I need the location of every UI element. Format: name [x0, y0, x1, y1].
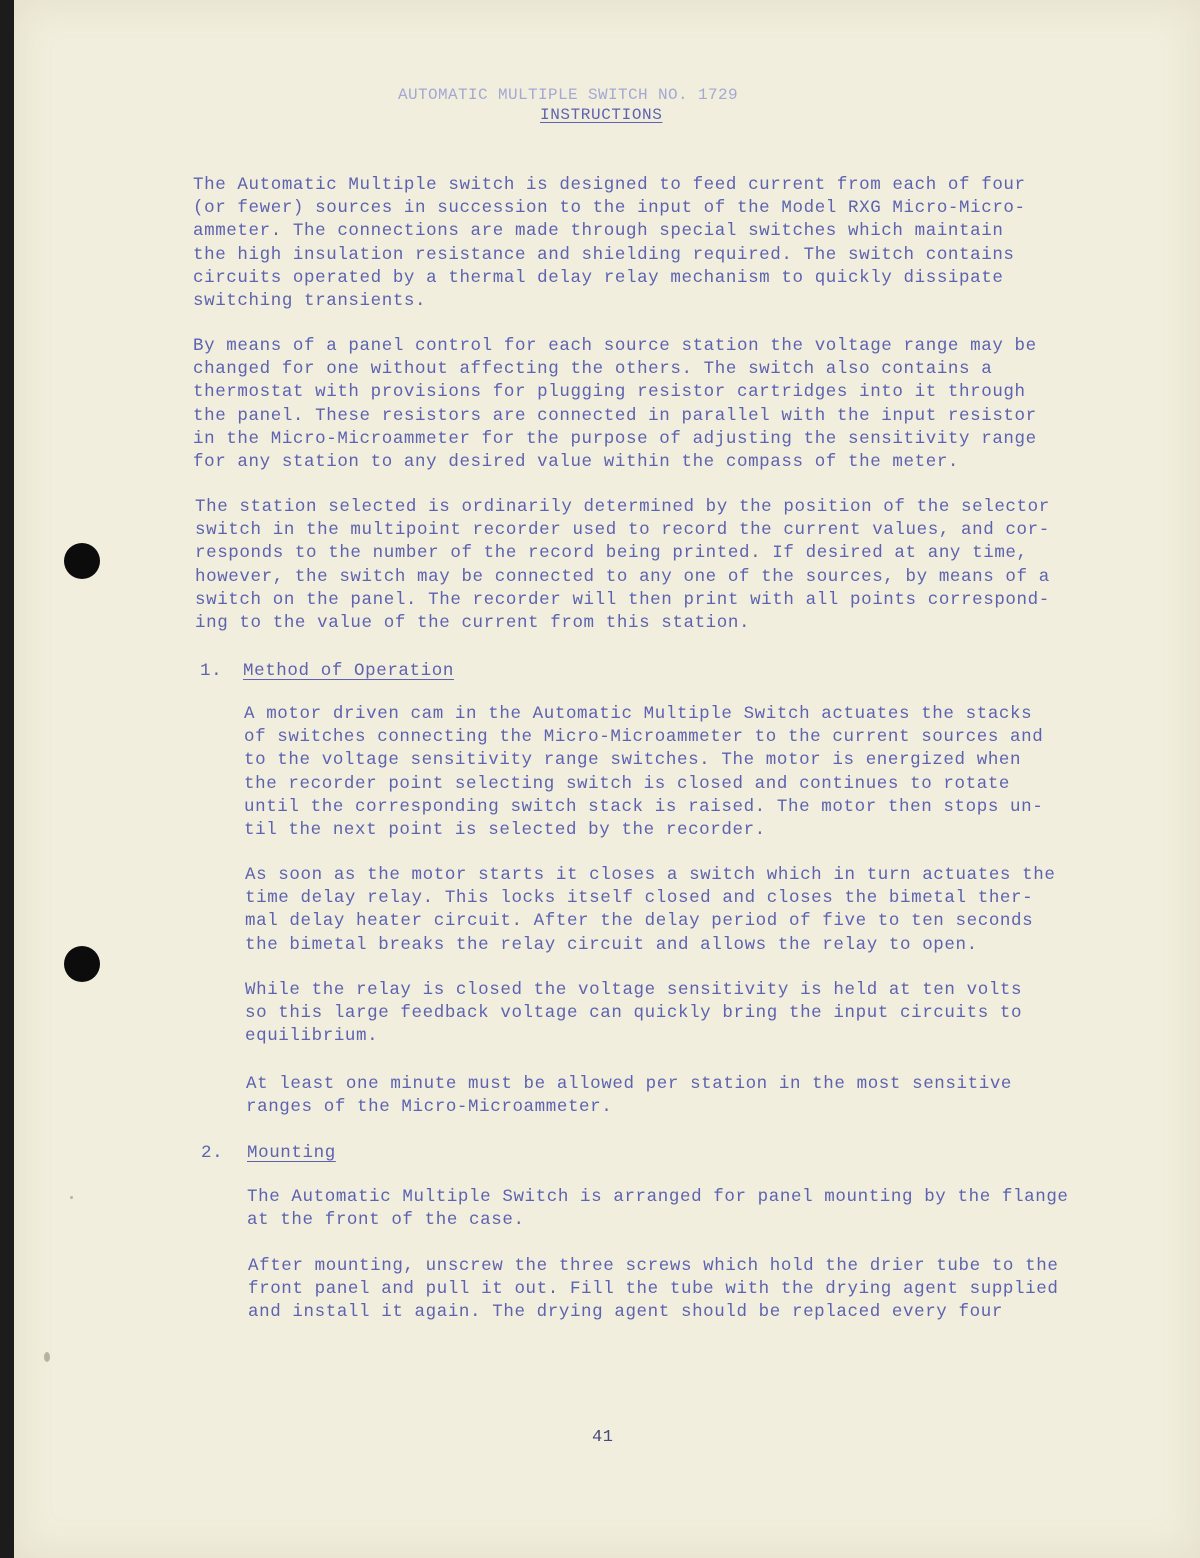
text-line: ing to the value of the current from this station. [195, 613, 751, 634]
text-line: switch on the panel. The recorder will then print with all points correspond- [195, 589, 1050, 610]
text-line: thermostat with provisions for plugging resistor cartridges into it through [193, 382, 1026, 403]
text-line: the panel. These resistors are connected in parallel with the input resistor [193, 405, 1037, 426]
text-line: mal delay heater circuit. After the delay period of five to ten seconds [245, 911, 1034, 932]
text-line: changed for one without affecting the others. The switch also contains a [193, 359, 993, 380]
section-number: 1. [200, 661, 223, 681]
document-subtitle: INSTRUCTIONS [540, 106, 663, 124]
section-heading: Mounting [247, 1143, 336, 1163]
intro-paragraph [193, 335, 1037, 474]
text-line: The Automatic Multiple switch is designed to feed current from each of four [193, 175, 1026, 195]
intro-paragraph [195, 496, 1050, 635]
text-line: responds to the number of the record being printed. If desired at any time, [195, 543, 1028, 564]
text-line: for any station to any desired value within the compass of the meter. [193, 452, 960, 473]
section-heading: Method of Operation [243, 661, 454, 681]
section-paragraph [244, 703, 1043, 842]
text-line: of switches connecting the Micro-Microammeter to the current sources and [244, 727, 1044, 748]
document-title: AUTOMATIC MULTIPLE SWITCH NO. 1729 [398, 86, 739, 104]
text-line: circuits operated by a thermal delay relay mechanism to quickly dissipate [193, 267, 1004, 288]
text-line: After mounting, unscrew the three screws which hold the drier tube to the [248, 1256, 1059, 1276]
section-paragraph [245, 979, 1022, 1049]
intro-paragraph [193, 174, 1026, 313]
text-line: and install it again. The drying agent should be replaced every four [248, 1302, 1003, 1323]
punch-hole-lower [64, 946, 100, 982]
section-paragraph [245, 864, 1055, 957]
text-line: ranges of the Micro-Microammeter. [246, 1097, 613, 1118]
text-line: The Automatic Multiple Switch is arranged for panel mounting by the flange [247, 1187, 1069, 1207]
text-line: the recorder point selecting switch is closed and continues to rotate [244, 773, 1011, 794]
text-line: the bimetal breaks the relay circuit and allows the relay to open. [245, 934, 978, 955]
text-line: to the voltage sensitivity range switches. The motor is energized when [244, 750, 1022, 771]
text-line: While the relay is closed the voltage sensitivity is held at ten volts [245, 980, 1023, 1000]
text-line: at the front of the case. [247, 1210, 525, 1231]
paper-speck [70, 1196, 73, 1199]
text-line: the high insulation resistance and shielding required. The switch contains [193, 244, 1015, 265]
text-line: equilibrium. [245, 1026, 379, 1047]
text-line: (or fewer) sources in succession to the input of the Model RXG Micro-Micro- [193, 198, 1026, 219]
section-paragraph [247, 1186, 1069, 1232]
section-paragraph [248, 1255, 1058, 1325]
text-line: front panel and pull it out. Fill the tube with the drying agent supplied [248, 1279, 1059, 1300]
text-line: time delay relay. This locks itself closed and closes the bimetal ther- [245, 888, 1034, 909]
page-number: 41 [592, 1428, 614, 1447]
text-line: The station selected is ordinarily determined by the position of the selector [195, 497, 1050, 517]
text-line: in the Micro-Microammeter for the purpose of adjusting the sensitivity range [193, 428, 1037, 449]
text-line: By means of a panel control for each source station the voltage range may be [193, 336, 1037, 356]
section-paragraph [246, 1073, 1012, 1119]
paper-speck [44, 1352, 50, 1362]
text-line: so this large feedback voltage can quickly bring the input circuits to [245, 1003, 1023, 1024]
text-line: however, the switch may be connected to any one of the sources, by means of a [195, 566, 1050, 587]
punch-hole-upper [64, 543, 100, 579]
text-line: switching transients. [193, 291, 427, 312]
text-line: until the corresponding switch stack is raised. The motor then stops un- [244, 796, 1044, 817]
section-number: 2. [201, 1143, 224, 1163]
text-line: As soon as the motor starts it closes a switch which in turn actuates the [245, 865, 1056, 885]
text-line: til the next point is selected by the recorder. [244, 820, 766, 841]
text-line: At least one minute must be allowed per station in the most sensitive [246, 1074, 1013, 1094]
text-line: switch in the multipoint recorder used to record the current values, and cor- [195, 520, 1050, 541]
text-line: ammeter. The connections are made through special switches which maintain [193, 221, 1004, 242]
text-line: A motor driven cam in the Automatic Multiple Switch actuates the stacks [244, 704, 1033, 724]
